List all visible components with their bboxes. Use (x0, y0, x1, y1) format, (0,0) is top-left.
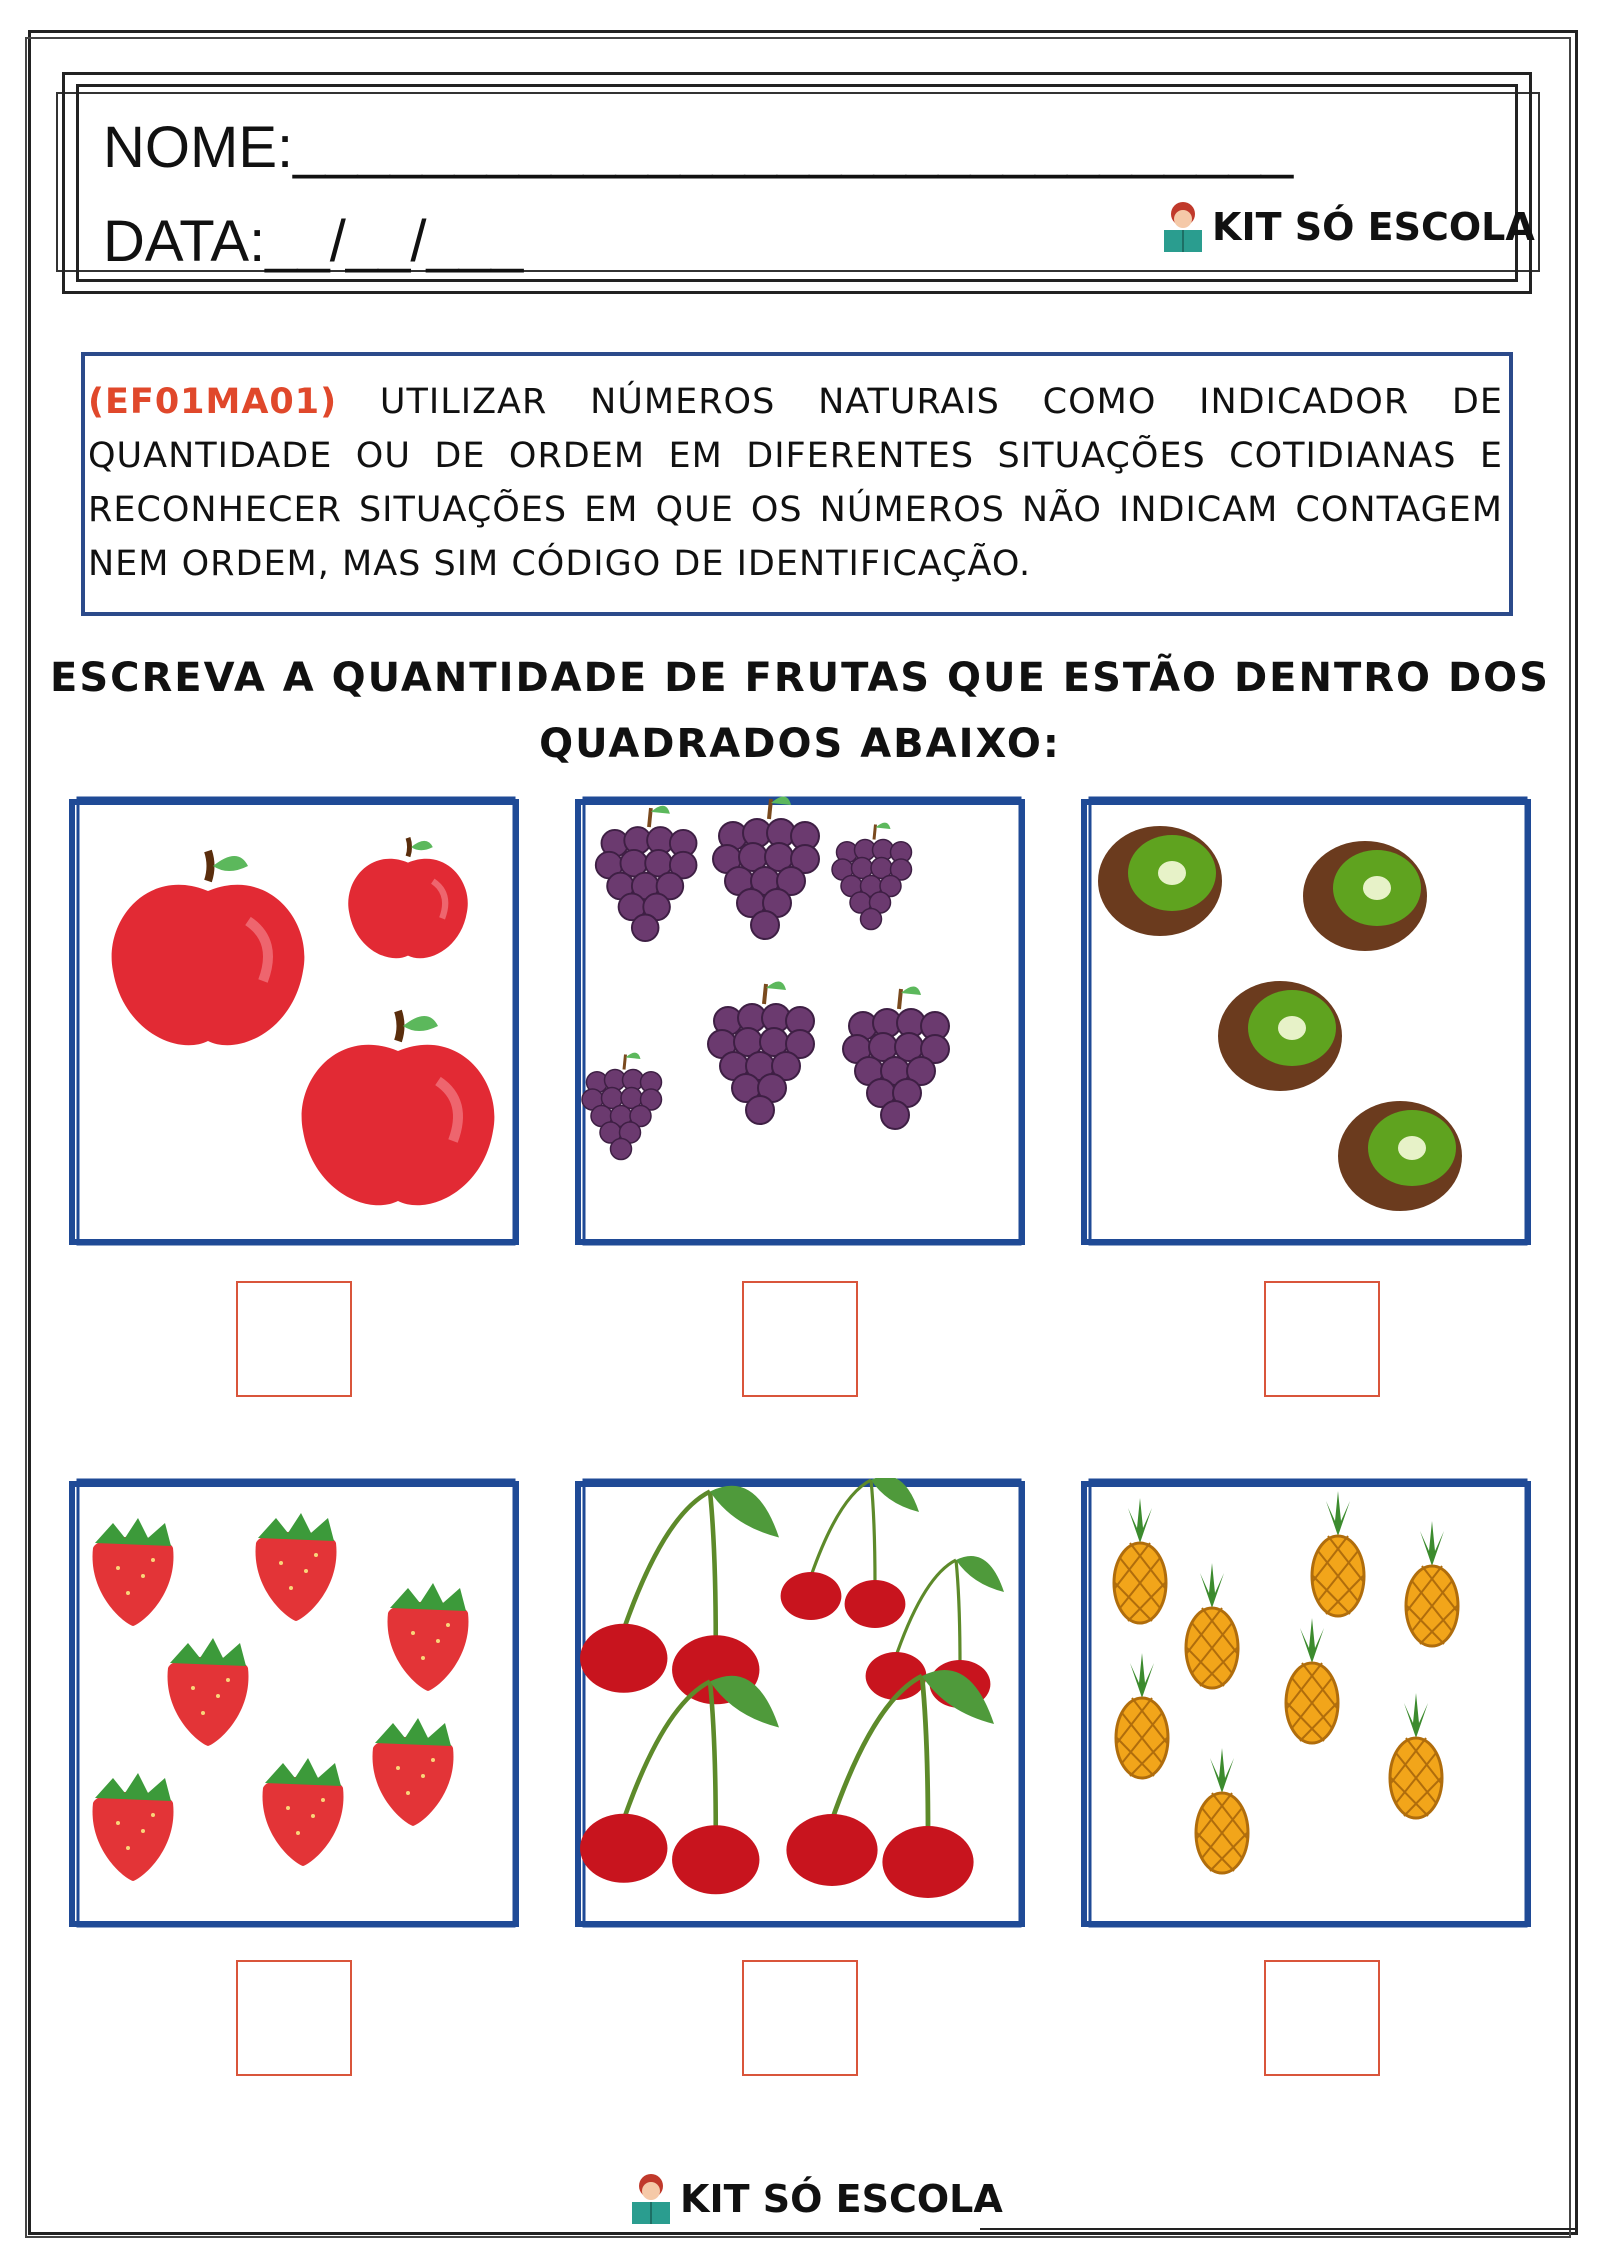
reading-girl-icon (628, 2172, 674, 2226)
pineapple-icon (1080, 1478, 1532, 1930)
fruit-card-apples (68, 796, 520, 1248)
fruit-card-strawberries (68, 1478, 520, 1930)
reading-girl-icon (1160, 200, 1206, 254)
skill-description (88, 375, 1503, 591)
instruction (40, 645, 1560, 777)
skill-text: UTILIZAR NÚMEROS NATURAIS COMO INDICADOR DE QUANTIDADE OU DE ORDEM EM DIFERENTES SITUAÇÕES COTIDIANAS E RECONHECER SITUAÇÕES EM QUE OS NÚMEROS NÃO INDICAM CONTAGEM NEM ORDEM, MAS SIM CÓDIGO DE IDENTIFICAÇÃO. (88, 382, 1503, 584)
instruction-line-1: ESCREVA A QUANTIDADE DE FRUTAS QUE ESTÃO DENTRO DOS (50, 655, 1550, 701)
apple-icon (68, 796, 520, 1248)
answer-box-pineapples[interactable] (1264, 1960, 1380, 2076)
cherries-icon (574, 1478, 1026, 1930)
logo-text: KIT SÓ ESCOLA (1212, 205, 1535, 249)
answer-box-kiwis[interactable] (1264, 1281, 1380, 1397)
strawberry-icon (68, 1478, 520, 1930)
footer-logo-text: KIT SÓ ESCOLA (680, 2177, 1003, 2221)
footer-logo (622, 2172, 1009, 2226)
header-logo (1160, 200, 1535, 254)
name-blank: _______________________________ (293, 115, 1294, 180)
name-field[interactable] (103, 114, 1293, 181)
answer-box-apples[interactable] (236, 1281, 352, 1397)
skill-code: (EF01MA01) (88, 382, 338, 422)
answer-box-cherries[interactable] (742, 1960, 858, 2076)
kiwi-icon (1080, 796, 1532, 1248)
fruit-card-kiwis (1080, 796, 1532, 1248)
date-field[interactable]: DATA:__/__/___ (103, 209, 524, 274)
grapes-icon (574, 796, 1026, 1248)
answer-box-grapes[interactable] (742, 1281, 858, 1397)
fruit-card-grapes (574, 796, 1026, 1248)
name-label: NOME: (103, 115, 294, 180)
instruction-line-2: QUADRADOS ABAIXO: (539, 721, 1061, 767)
answer-box-strawberries[interactable] (236, 1960, 352, 2076)
fruit-card-cherries (574, 1478, 1026, 1930)
footer-rule (980, 2228, 1575, 2230)
fruit-card-pineapples (1080, 1478, 1532, 1930)
